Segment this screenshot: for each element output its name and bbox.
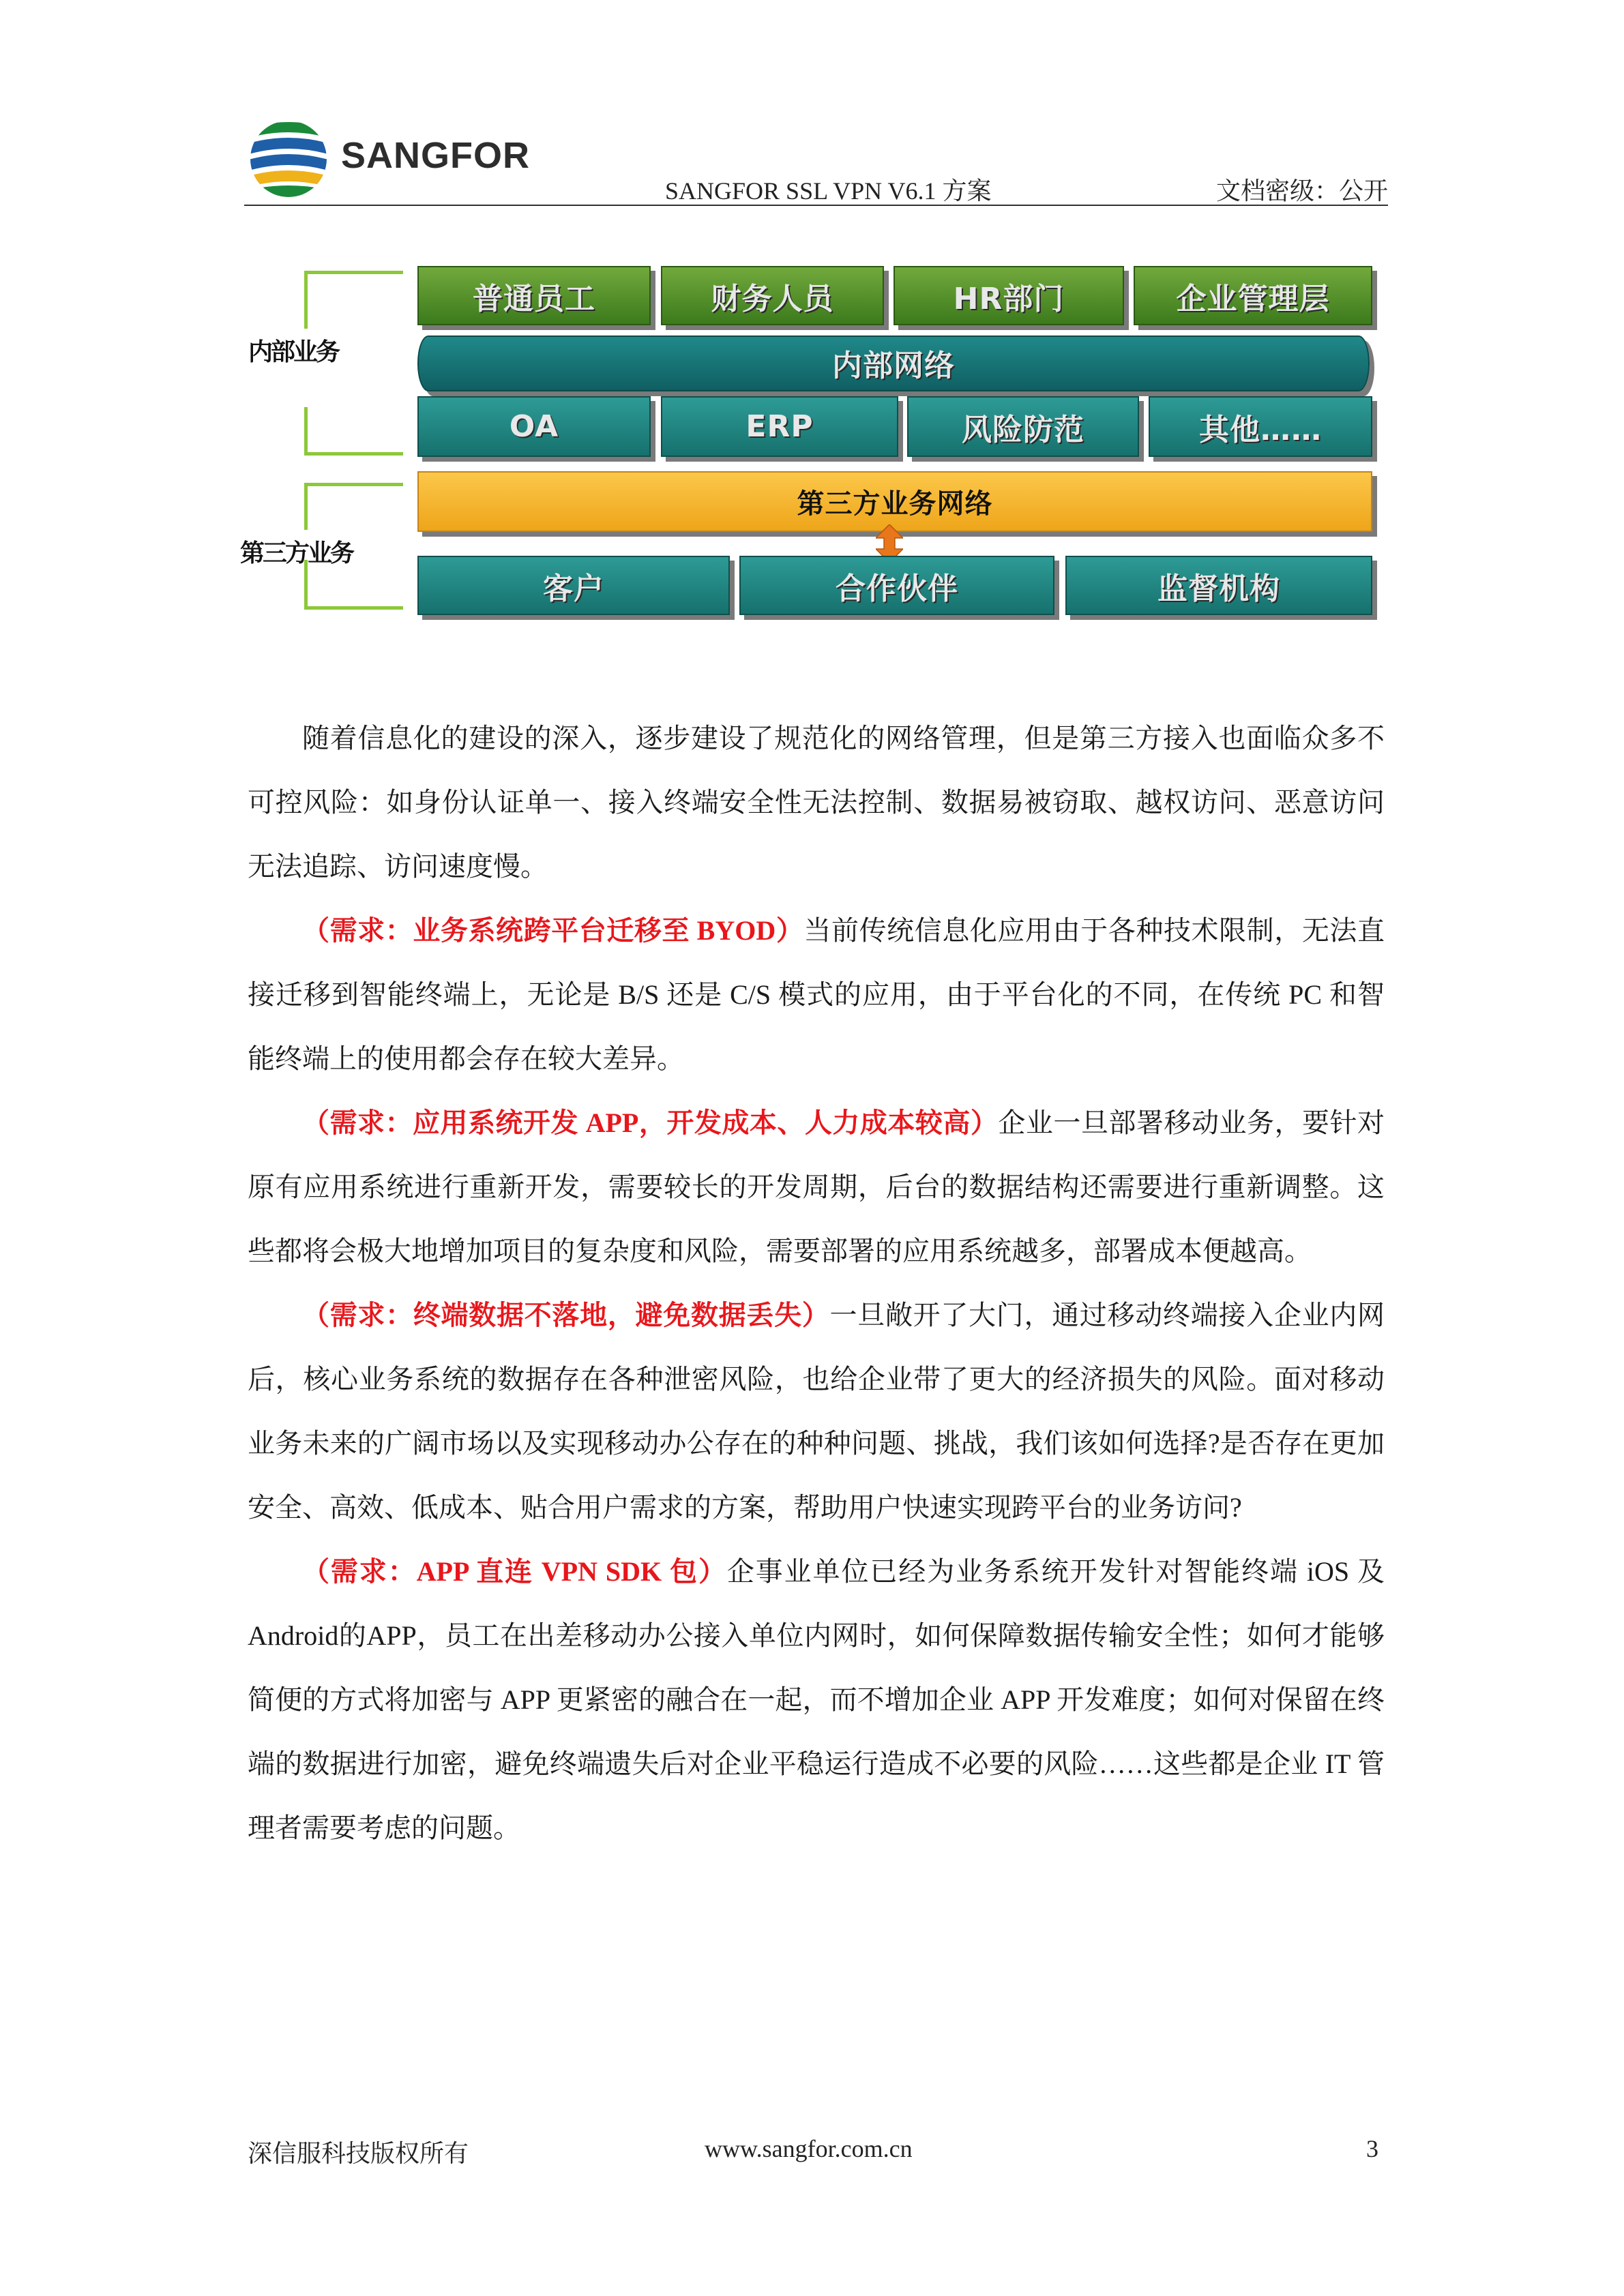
partner-box-regulator: 监督机构 — [1065, 556, 1372, 615]
business-network-diagram — [240, 263, 1389, 624]
paragraph-text: 当前传统信息化应用由于各种技术限制，无法直接迁移到智能终端上，无论是 B/S 还是 C/S 模式的应用，由于平台化的不同，在传统 PC 和智能终端上的使用都会存在较大差异。 — [248, 915, 1385, 1074]
paragraph-byod — [248, 899, 1385, 1091]
internal-business-label: 内部业务 — [248, 338, 339, 366]
header-divider — [244, 205, 1388, 206]
page-number: 3 — [1366, 2135, 1378, 2162]
paragraph-text: 企业一旦部署移动业务，要针对原有应用系统进行重新开发，需要较长的开发周期，后台的数据结构还需要进行重新调整。这些都将会极大地增加项目的复杂度和风险，需要部署的应用系统越多，部署成本便越高。 — [248, 1107, 1385, 1266]
requirement-label: （需求：终端数据不落地，避免数据丢失） — [302, 1300, 830, 1330]
internal-bracket-top — [304, 271, 403, 329]
paragraph-text: 随着信息化的建设的深入，逐步建设了规范化的网络管理，但是第三方接入也面临众多不可控风险：如身份认证单一、接入终端安全性无法控制、数据易被窃取、越权访问、恶意访问无法追踪、访问速度慢。 — [248, 723, 1385, 882]
requirement-label: （需求：业务系统跨平台迁移至 BYOD） — [302, 915, 804, 946]
paragraph-text: 企事业单位已经为业务系统开发针对智能终端 iOS 及Android的APP，员工在出差移动办公接入单位内网时，如何保障数据传输安全性；如何才能够简便的方式将加密与 APP 更紧密的融合在一起，而不增加企业 APP 开发难度；如何对保留在终端的数据进行加密，避免终端遗失后对企业平稳运行造成不必要的风险……这些都是企业 IT 管理者需要考虑的问题。 — [248, 1556, 1385, 1843]
third-party-network-bar: 第三方业务网络 — [417, 471, 1372, 532]
paragraph-intro — [248, 706, 1385, 899]
role-box-hr: HR部门 — [894, 266, 1124, 325]
role-box-management: 企业管理层 — [1134, 266, 1372, 325]
role-box-finance: 财务人员 — [661, 266, 884, 325]
footer-copyright: 深信服科技版权所有 — [248, 2140, 469, 2167]
paragraph-text: 一旦敞开了大门，通过移动终端接入企业内网后，核心业务系统的数据存在各种泄密风险，也给企业带了更大的经济损失的风险。面对移动业务未来的广阔市场以及实现移动办公存在的种种问题、挑战，我们该如何选择?是否存在更加安全、高效、低成本、贴合用户需求的方案，帮助用户快速实现跨平台的业务访问? — [248, 1300, 1385, 1523]
third-party-bracket-top — [304, 483, 403, 530]
logo-text: SANGFOR — [341, 135, 530, 176]
footer-website-link[interactable]: www.sangfor.com.cn — [705, 2135, 913, 2162]
role-box-staff: 普通员工 — [417, 266, 651, 325]
body-content — [248, 706, 1385, 1860]
system-box-risk: 风险防范 — [907, 396, 1139, 457]
requirement-label: （需求：APP 直连 VPN SDK 包） — [302, 1556, 727, 1587]
system-box-other: 其他…… — [1149, 396, 1372, 457]
system-box-erp: ERP — [661, 396, 898, 457]
third-party-business-label: 第三方业务 — [240, 539, 353, 567]
requirement-label: （需求：应用系统开发 APP，开发成本、人力成本较高） — [302, 1107, 999, 1138]
internal-network-bar: 内部网络 — [417, 336, 1370, 391]
internal-bracket-bottom — [304, 407, 403, 456]
paragraph-vpn-sdk — [248, 1540, 1385, 1860]
partner-box-cooperator: 合作伙伴 — [739, 556, 1054, 615]
security-level: 文档密级：公开 — [1215, 177, 1388, 205]
partner-box-customer: 客户 — [417, 556, 730, 615]
document-title: SANGFOR SSL VPN V6.1 方案 — [665, 177, 992, 205]
system-box-oa: OA — [417, 396, 651, 457]
paragraph-data-loss — [248, 1283, 1385, 1540]
paragraph-app-dev — [248, 1091, 1385, 1283]
